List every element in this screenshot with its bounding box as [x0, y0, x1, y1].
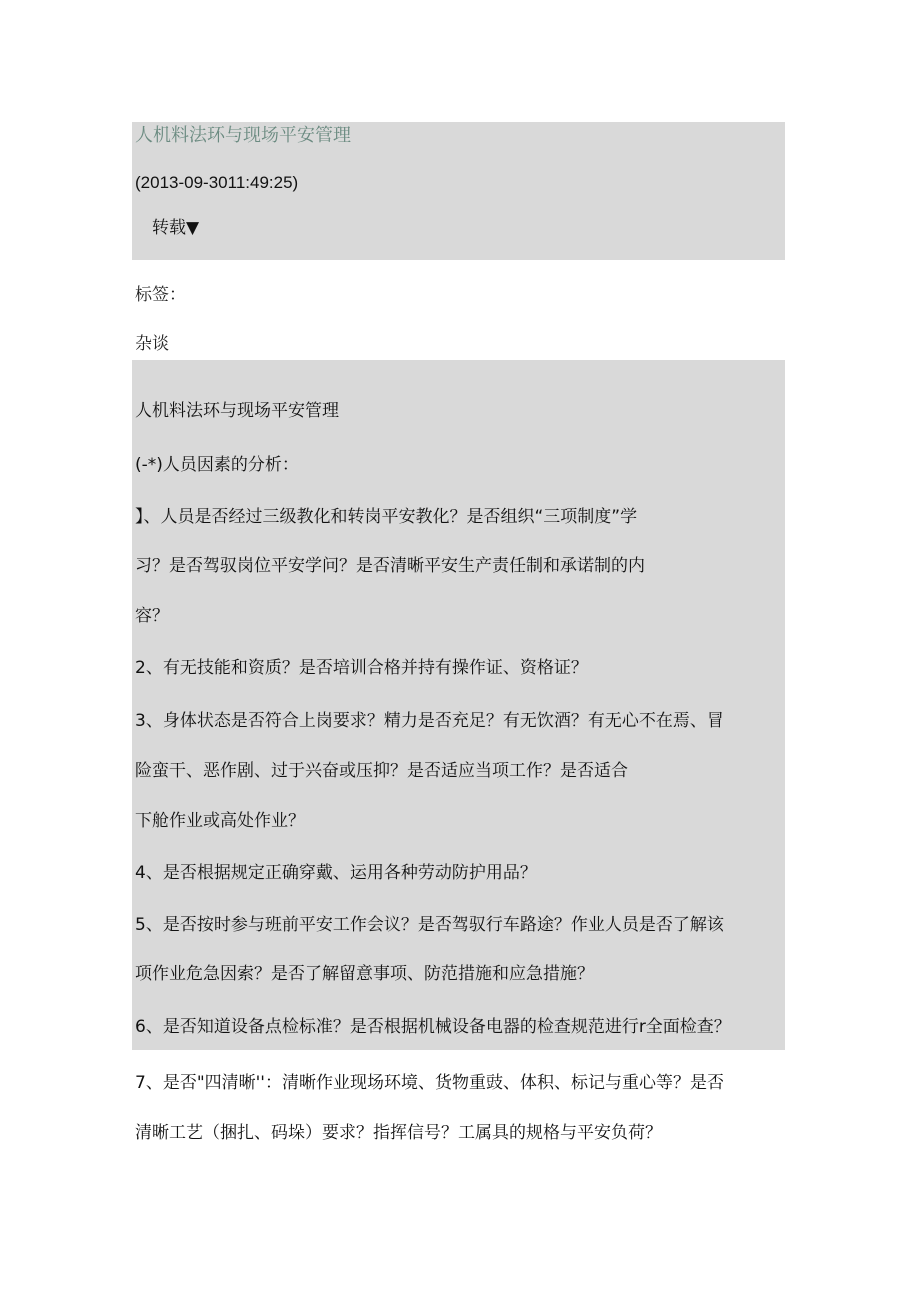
- article-title: 人机料法环与现场平安管理: [135, 401, 339, 421]
- header-date: (2013-09-3011:49:25): [135, 173, 299, 192]
- tags-label: 标签：: [135, 285, 186, 305]
- tag-link[interactable]: 杂谈: [135, 334, 169, 354]
- paragraph-line: 容？: [135, 606, 169, 626]
- paragraph-line: 5、是否按时参与班前平安工作会议？是否驾驭行车路途？作业人员是否了解该: [135, 915, 724, 935]
- paragraph-line: 3、身体状态是否符合上岗要求？精力是否充足？有无饮酒？有无心不在焉、冒: [135, 711, 724, 731]
- paragraph-line: 4、是否根据规定正确穿戴、运用各种劳动防护用品？: [135, 863, 537, 883]
- paragraph-line: 清晰工艺（捆扎、码垛）要求？指挥信号？工属具的规格与平安负荷？: [135, 1123, 662, 1143]
- paragraph-line: (-*)人员因素的分析：: [135, 455, 299, 475]
- paragraph-line: 7、是否"四清晰''：清晰作业现场环境、货物重豉、体积、标记与重心等？是否: [135, 1073, 724, 1093]
- paragraph-line: 项作业危急因索？是否了解留意事项、防范措施和应急措施？: [135, 964, 594, 984]
- paragraph-line: 6、是否知道设备点检标准？是否根据机械设备电器的检查规范进行r全面检查？: [135, 1017, 731, 1037]
- paragraph-line: 】、人员是否经过三级教化和转岗平安教化？是否组织“三项制度”学: [135, 507, 638, 527]
- paragraph-line: 险蛮干、恶作剧、过于兴奋或压抑？是否适应当项工作？是否适合: [135, 761, 628, 781]
- paragraph-line: 2、有无技能和资质？是否培训合格并持有操作证、资格证？: [135, 658, 588, 678]
- paragraph-line: 习？是否驾驭岗位平安学问？是否清晰平安生产责任制和承诺制的内: [135, 556, 645, 576]
- paragraph-line: 下舱作业或高处作业？: [135, 811, 305, 831]
- header-title[interactable]: 人机料法环与现场平安管理: [135, 125, 351, 146]
- reprint-button[interactable]: 转载▼: [152, 218, 200, 238]
